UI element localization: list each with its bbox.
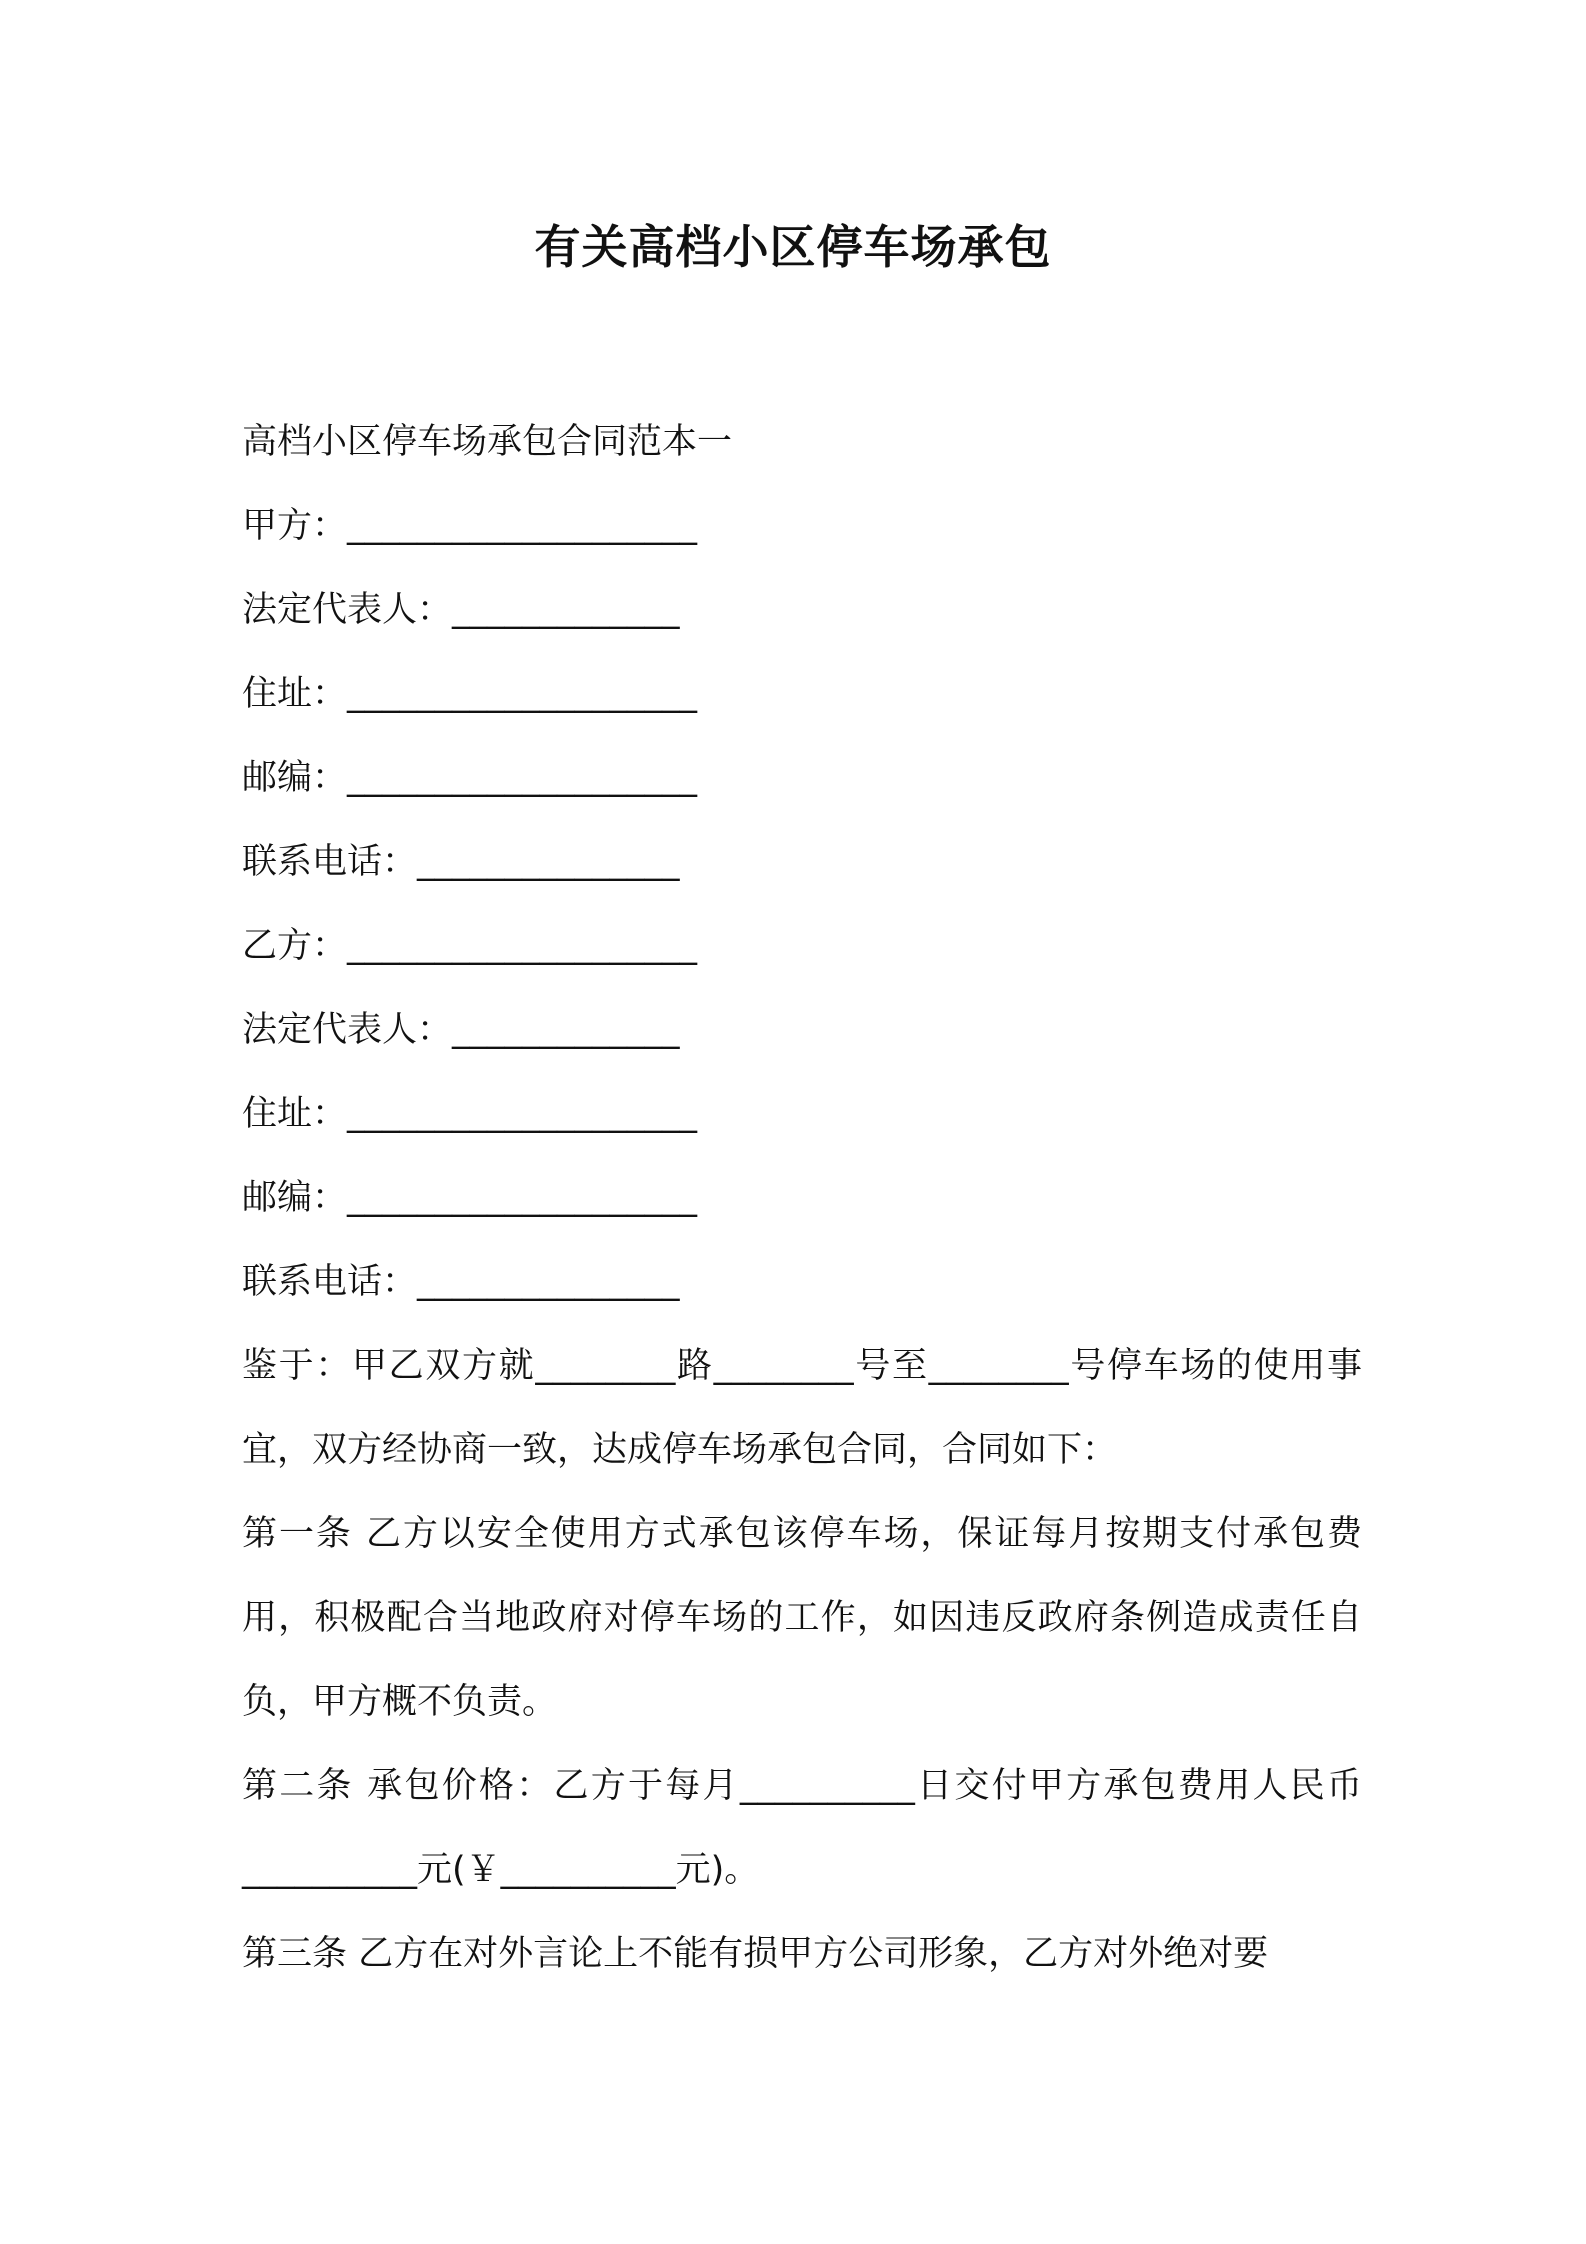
- document-body: [242, 400, 1362, 1996]
- field-blank: ____________________: [347, 758, 698, 798]
- party-a-postcode-field: [242, 736, 1362, 820]
- field-label: 乙方：: [242, 926, 348, 966]
- party-a-section: [242, 484, 1362, 904]
- field-label: 联系电话：: [242, 1262, 418, 1302]
- preamble-paragraph: 鉴于：甲乙双方就________路________号至________号停车场的使用事宜，双方经协商一致，达成停车场承包合同，合同如下：: [242, 1346, 1362, 1470]
- party-b-address-field: [242, 1072, 1362, 1156]
- field-blank: ____________________: [347, 506, 698, 546]
- field-label: 住址：: [242, 1094, 348, 1134]
- party-b-section: [242, 904, 1362, 1324]
- field-blank: ____________________: [347, 674, 698, 714]
- field-label: 法定代表人：: [242, 590, 453, 630]
- field-label: 住址：: [242, 674, 348, 714]
- field-blank: ____________________: [347, 1094, 698, 1134]
- party-a-legal-rep-field: [242, 568, 1362, 652]
- field-blank: _____________: [452, 590, 680, 630]
- contract-subtitle: 高档小区停车场承包合同范本一: [242, 422, 733, 462]
- party-b-phone-field: [242, 1240, 1362, 1324]
- field-blank: _______________: [417, 1262, 680, 1302]
- article-3-paragraph: 第三条 乙方在对外言论上不能有损甲方公司形象，乙方对外绝对要: [242, 1934, 1269, 1974]
- field-blank: ____________________: [347, 1178, 698, 1218]
- field-label: 联系电话：: [242, 842, 418, 882]
- field-blank: ____________________: [347, 926, 698, 966]
- document-title: 有关高档小区停车场承包: [534, 220, 1052, 274]
- party-b-legal-rep-field: [242, 988, 1362, 1072]
- party-a-name-field: [242, 484, 1362, 568]
- party-b-name-field: [242, 904, 1362, 988]
- field-label: 邮编：: [242, 1178, 348, 1218]
- field-label: 甲方：: [242, 506, 348, 546]
- party-a-address-field: [242, 652, 1362, 736]
- party-b-postcode-field: [242, 1156, 1362, 1240]
- field-label: 法定代表人：: [242, 1010, 453, 1050]
- article-1-paragraph: 第一条 乙方以安全使用方式承包该停车场，保证每月按期支付承包费用，积极配合当地政府对停车场的工作，如因违反政府条例造成责任自负，甲方概不负责。: [242, 1514, 1362, 1722]
- field-blank: _____________: [452, 1010, 680, 1050]
- field-label: 邮编：: [242, 758, 348, 798]
- party-a-phone-field: [242, 820, 1362, 904]
- field-blank: _______________: [417, 842, 680, 882]
- article-2-paragraph: 第二条 承包价格：乙方于每月__________日交付甲方承包费用人民币__________元(￥__________元)。: [242, 1766, 1362, 1890]
